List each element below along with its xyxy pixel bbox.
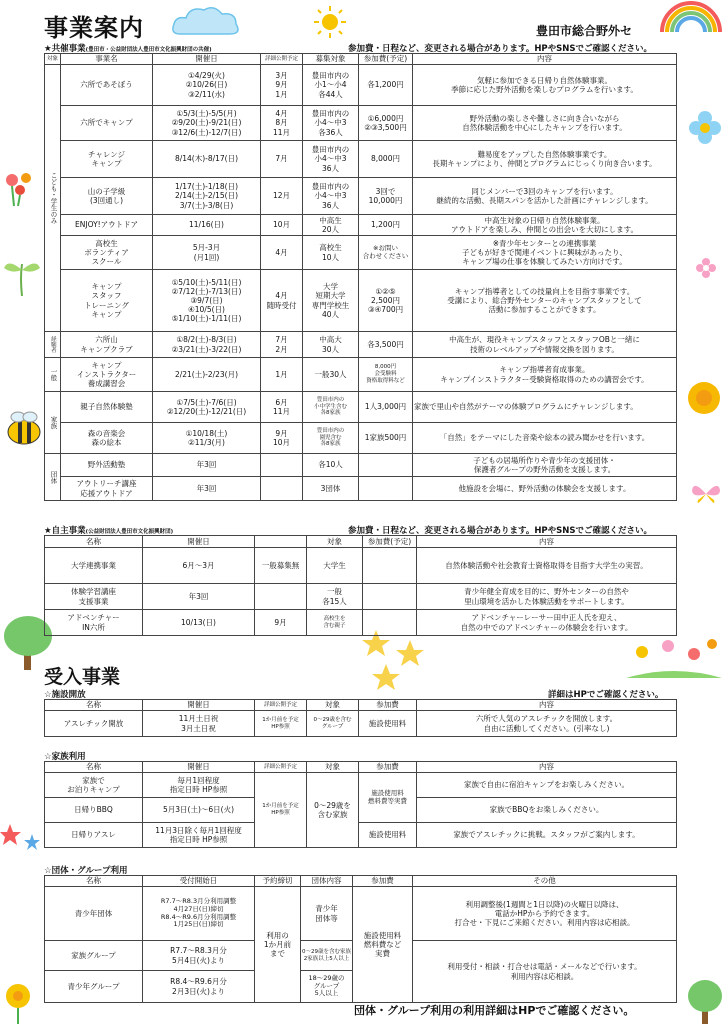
- event-name: 野外活動塾: [61, 454, 153, 477]
- event-name: 六所山 キャンプクラブ: [61, 332, 153, 358]
- column-header: 詳細公開予定: [255, 762, 307, 773]
- event-dates: 10/13(日): [143, 610, 255, 636]
- bottom-notice: 団体・グループ利用の利用詳細はHPでご確認ください。: [354, 1004, 635, 1017]
- column-header: その他: [413, 876, 677, 887]
- event-target: 0～29歳を 含む家族: [307, 773, 359, 848]
- event-name: アスレチック開放: [45, 711, 143, 737]
- stars-illustration: [360, 628, 440, 698]
- event-name: 家族グループ: [45, 941, 143, 971]
- publish-month: 1か月前を予定 HP参照: [255, 773, 307, 848]
- family-use-table: [44, 761, 677, 848]
- event-description: ※青少年センターとの連携事業 子どもが好きで関連イベントに興味があったり、 キャンプ場の仕事を体験してみたい方向けです。: [413, 236, 677, 270]
- event-fee: [359, 454, 413, 477]
- event-fee: [363, 584, 417, 610]
- event-fee: 1家族500円: [359, 423, 413, 454]
- column-header: 参加費: [359, 700, 417, 711]
- column-header: 対象: [307, 700, 359, 711]
- event-target: 一般30人: [303, 358, 359, 392]
- column-header: 開催日: [143, 700, 255, 711]
- event-description: キャンプ指導者としての技量向上を目指す事業です。 受講により、総合野外センターのキャンプスタッフとして 活動に参加することができます。: [413, 270, 677, 332]
- publish-month: 7月 2月: [261, 332, 303, 358]
- event-description: アドベンチャーレーサー田中正人氏を迎え、 自然の中でのアドベンチャーの体験会を行います。: [417, 610, 677, 636]
- rainbow-illustration: [658, 0, 724, 34]
- event-target: 豊田市内の 園児含む 各8家族: [303, 423, 359, 454]
- event-dates: 11月3日除く毎月1回程度 指定日時 HP参照: [143, 823, 255, 848]
- event-name: 親子自然体験塾: [61, 392, 153, 423]
- column-header: 対象: [45, 54, 61, 65]
- own-events-table: [44, 535, 677, 636]
- section-header: ★共催事業(豊田市・公益財団法人豊田市文化振興財団の共催): [44, 44, 212, 54]
- column-header: 参加費(予定): [359, 54, 413, 65]
- column-header: 内容: [413, 54, 677, 65]
- notice-text: 詳細はHPでご確認ください。: [548, 690, 664, 700]
- event-name: 日帰りBBQ: [45, 798, 143, 823]
- table-row: [45, 358, 677, 392]
- event-fee: 各1,200円: [359, 65, 413, 106]
- bee-illustration: [2, 408, 46, 448]
- event-name: キャンプ スタッフ トレーニング キャンプ: [61, 270, 153, 332]
- table-row: [45, 178, 677, 215]
- column-header: 募集対象: [303, 54, 359, 65]
- event-name: アウトリーチ講座 応援アウトドア: [61, 477, 153, 501]
- other-info: 利用調整後(1週間と1日以降)の火曜日以降は、 電話かHPから予約できます。 打合せ・下見にご来館ください。利用内容は応相談。: [413, 887, 677, 941]
- table-row: [45, 332, 677, 358]
- event-name: 森の音楽会 森の絵本: [61, 423, 153, 454]
- column-header: 開催日: [153, 54, 261, 65]
- event-target: 大学生: [307, 548, 363, 584]
- column-header: 団体内容: [301, 876, 353, 887]
- event-description: 家族でBBQをお楽しみください。: [417, 798, 677, 823]
- publish-month: 一般募集無: [255, 548, 307, 584]
- table-row: [45, 548, 677, 584]
- group-label: こども・学生のみ: [45, 65, 61, 332]
- cosponsored-events-table: [44, 53, 677, 501]
- group-label: 家族: [45, 392, 61, 454]
- table-row: [45, 392, 677, 423]
- publish-month: 3月 9月 1月: [261, 65, 303, 106]
- event-fee: 施設使用料: [359, 823, 417, 848]
- column-header: 内容: [417, 700, 677, 711]
- event-fee: 施設使用料 燃料費等実費: [359, 773, 417, 823]
- table-row: [45, 236, 677, 270]
- table-row: [45, 711, 677, 737]
- event-description: 中高生が、現役キャンプスタッフとスタッフOBと一緒に 技術のレベルアップや情報交換を図ります。: [413, 332, 677, 358]
- flowers-garden-illustration: [626, 634, 722, 680]
- event-dates: ①8/2(土)-8/3(日) ②3/21(土)-3/22(日): [153, 332, 261, 358]
- organization-name: 豊田市総合野外セ: [536, 24, 633, 38]
- event-dates: 5月-3月 (月1回): [153, 236, 261, 270]
- small-flower-illustration: [694, 256, 718, 280]
- event-name: アドベンチャー IN六所: [45, 610, 143, 636]
- event-name: ENJOY!アウトドア: [61, 215, 153, 236]
- event-target: 中高大 30人: [303, 332, 359, 358]
- table-row: [45, 454, 677, 477]
- publish-month: 12月: [261, 178, 303, 215]
- group-label: 団体: [45, 454, 61, 501]
- column-header: 参加費(予定): [363, 536, 417, 548]
- sun-illustration: [312, 4, 348, 40]
- event-dates: ①5/3(土)-5/5(月) ②9/20(土)-9/21(日) ③12/6(土)-12/7(日): [153, 106, 261, 141]
- event-fee: 8,000円 会受験料 資格取得料など: [359, 358, 413, 392]
- column-header: 予約締切: [255, 876, 301, 887]
- event-dates: 年3回: [153, 477, 261, 501]
- group-content: 青少年 団体等: [301, 887, 353, 941]
- column-header: 対象: [307, 536, 363, 548]
- event-target: 豊田市内の 小中学生含む 各8家族: [303, 392, 359, 423]
- publish-month: 4月 8月 11月: [261, 106, 303, 141]
- column-header: 名称: [45, 876, 143, 887]
- event-description: 他施設を会場に、野外活動の体験会を支援します。: [413, 477, 677, 501]
- publish-month: 1月: [261, 358, 303, 392]
- publish-month: 4月: [261, 236, 303, 270]
- column-header: 参加費: [359, 762, 417, 773]
- event-name: 家族で お泊りキャンプ: [45, 773, 143, 798]
- event-fee: 施設使用料 燃料費など 実費: [353, 887, 413, 1003]
- event-description: 家族で里山や自然がテーマの体験プログラムにチャレンジします。: [413, 392, 677, 423]
- table-row: [45, 584, 677, 610]
- event-dates: 11月土日祝 3月土日祝: [143, 711, 255, 737]
- event-name: 高校生 ボランティア スクール: [61, 236, 153, 270]
- event-dates: R7.7～R8.3月分利用調整 4月27日(日)締切 R8.4～R9.6月分利用調整 1月25日(日)締切: [143, 887, 255, 941]
- table-row: [45, 270, 677, 332]
- event-target: 豊田市内の 小1～小4 各44人: [303, 65, 359, 106]
- yellow-flower-illustration: [0, 980, 40, 1024]
- event-dates: 1/17(土)-1/18(日) 2/14(土)-2/15(日) 3/7(土)-3/8(日): [153, 178, 261, 215]
- event-name: チャレンジ キャンプ: [61, 141, 153, 178]
- event-description: 青少年健全育成を目的に、野外センターの自然や 里山環境を活かした体験活動をサポートします。: [417, 584, 677, 610]
- plant-illustration: [0, 248, 44, 298]
- table-row: [45, 773, 677, 798]
- cloud-illustration: [170, 4, 242, 38]
- table-row: [45, 141, 677, 178]
- flower-illustration: [0, 168, 40, 208]
- column-header: 詳細公開予定: [261, 54, 303, 65]
- event-name: 日帰りアスレ: [45, 823, 143, 848]
- publish-month: 7月: [261, 141, 303, 178]
- sunflower-illustration: [684, 378, 724, 426]
- event-dates: 8/14(木)-8/17(日): [153, 141, 261, 178]
- table-row: [45, 823, 677, 848]
- section-header: ★自主事業(公益財団法人豊田市文化振興財団): [44, 526, 174, 536]
- event-fee: 各3,500円: [359, 332, 413, 358]
- event-fee: 8,000円: [359, 141, 413, 178]
- event-dates: 5月3日(土)～6日(火): [143, 798, 255, 823]
- event-name: キャンプ インストラクター 養成講習会: [61, 358, 153, 392]
- event-dates: 年3回: [143, 584, 255, 610]
- group-use-table: [44, 875, 677, 1003]
- event-target: 3団体: [303, 477, 359, 501]
- subsection-header: ☆団体・グループ利用: [44, 866, 128, 876]
- event-target: 高校生 10人: [303, 236, 359, 270]
- notice-text: 参加費・日程など、変更される場合があります。HPやSNSでご確認ください。: [348, 44, 653, 54]
- other-info: 利用受付・相談・打合せは電話・メールなどで行います。 利用内容は応相談。: [413, 941, 677, 1003]
- event-fee: [359, 477, 413, 501]
- event-target: 豊田市内の 小4～中3 各36人: [303, 106, 359, 141]
- column-header: 詳細公開予定: [255, 700, 307, 711]
- event-target: 中高生 20人: [303, 215, 359, 236]
- publish-month: 9月: [255, 610, 307, 636]
- event-description: 中高生対象の日帰り自然体験事業。 アウトドアを楽しみ、仲間との出会いを大切にします。: [413, 215, 677, 236]
- event-dates: 11/16(日): [153, 215, 261, 236]
- event-dates: ①10/18(土) ②11/3(月): [153, 423, 261, 454]
- event-fee: 3回で 10,000円: [359, 178, 413, 215]
- column-header: [255, 536, 307, 548]
- event-name: 青少年団体: [45, 887, 143, 941]
- column-header: 内容: [417, 762, 677, 773]
- subsection-header: ☆家族利用: [44, 752, 86, 762]
- table-row: [45, 610, 677, 636]
- publish-month: [261, 454, 303, 477]
- event-description: 家族で自由に宿泊キャンプをお楽しみください。: [417, 773, 677, 798]
- event-fee: ※お問い 合わせください: [359, 236, 413, 270]
- group-label: 経験者: [45, 332, 61, 358]
- event-description: 難易度をアップした自然体験事業です。 長期キャンプにより、仲間とプログラムにじっくり向き合います。: [413, 141, 677, 178]
- event-name: 六所であそぼう: [61, 65, 153, 106]
- notice-text: 参加費・日程など、変更される場合があります。HPやSNSでご確認ください。: [348, 526, 653, 536]
- table-row: [45, 477, 677, 501]
- publish-month: 1か月前を予定 HP参照: [255, 711, 307, 737]
- column-header: 名称: [45, 762, 143, 773]
- publish-month: 6月 11月: [261, 392, 303, 423]
- event-fee: ①②⑤ 2,500円 ③④700円: [359, 270, 413, 332]
- event-dates: 年3回: [153, 454, 261, 477]
- event-dates: ①4/29(火) ②10/26(日) ③2/11(水): [153, 65, 261, 106]
- publish-month: 4月 随時受付: [261, 270, 303, 332]
- subsection-header: ☆施設開放: [44, 690, 86, 700]
- column-header: 対象: [307, 762, 359, 773]
- group-label: 一般: [45, 358, 61, 392]
- event-target: 豊田市内の 小4～中3 36人: [303, 178, 359, 215]
- column-header: 開催日: [143, 536, 255, 548]
- booking-deadline: 利用の 1か月前 まで: [255, 887, 301, 1003]
- event-dates: ①7/5(土)-7/6(日) ②12/20(土)-12/21(日): [153, 392, 261, 423]
- event-name: 大学連携事業: [45, 548, 143, 584]
- facility-open-table: [44, 699, 677, 737]
- event-name: 体験学習講座 支援事業: [45, 584, 143, 610]
- table-row: [45, 215, 677, 236]
- event-description: 自然体験活動や社会教育士資格取得を目指す大学生の実習。: [417, 548, 677, 584]
- event-dates: 2/21(土)-2/23(月): [153, 358, 261, 392]
- table-row: [45, 65, 677, 106]
- group-content: 18～29歳の グループ 5人以上: [301, 971, 353, 1003]
- event-fee: 1人3,000円: [359, 392, 413, 423]
- table-row: [45, 887, 677, 941]
- event-description: 野外活動の楽しさや難しさに向き合いながら 自然体験活動を中心にしたキャンプを行います。: [413, 106, 677, 141]
- event-target: 高校生を 含む親子: [307, 610, 363, 636]
- butterfly-illustration: [690, 478, 722, 510]
- flower-illustration-right: [686, 108, 724, 152]
- column-header: 受付開始日: [143, 876, 255, 887]
- page-title: 事業案内: [44, 14, 144, 42]
- event-target: 0～29歳を含む グループ: [307, 711, 359, 737]
- event-description: 六所で人気のアスレチックを開放します。 自由に活動してください。(引率なし): [417, 711, 677, 737]
- section-title: 受入事業: [44, 666, 121, 688]
- event-description: 子どもの居場所作りや青少年の支援団体・ 保護者グループの野外活動を支援します。: [413, 454, 677, 477]
- event-name: 六所でキャンプ: [61, 106, 153, 141]
- column-header: 参加費: [353, 876, 413, 887]
- event-name: 青少年グループ: [45, 971, 143, 1003]
- confetti-illustration: [0, 820, 46, 860]
- event-dates: 6月～3月: [143, 548, 255, 584]
- column-header: 名称: [45, 536, 143, 548]
- event-fee: 1,200円: [359, 215, 413, 236]
- event-dates: R7.7～R8.3月分 5月4日(火)より: [143, 941, 255, 971]
- column-header: 事業名: [61, 54, 153, 65]
- column-header: 内容: [417, 536, 677, 548]
- event-description: 「自然」をテーマにした音楽や絵本の読み聞かせを行います。: [413, 423, 677, 454]
- tree-illustration-bottom: [686, 976, 724, 1024]
- event-description: 同じメンバーで3回のキャンプを行います。 継続的な活動、長期スパンを活かした計画にチャレンジします。: [413, 178, 677, 215]
- event-description: 気軽に参加できる日帰り自然体験事業。 季節に応じた野外活動を楽しむプログラムを行います。: [413, 65, 677, 106]
- group-content: 0～29歳を含む家族 2家族以上5人以上: [301, 941, 353, 971]
- event-dates: 毎月1回程度 指定日時 HP参照: [143, 773, 255, 798]
- event-description: 家族でアスレチックに挑戦。スタッフがご案内します。: [417, 823, 677, 848]
- event-target: 一般 各15人: [307, 584, 363, 610]
- publish-month: 10月: [261, 215, 303, 236]
- column-header: 名称: [45, 700, 143, 711]
- publish-month: [261, 477, 303, 501]
- event-fee: 施設使用料: [359, 711, 417, 737]
- event-fee: [363, 548, 417, 584]
- event-target: 各10人: [303, 454, 359, 477]
- event-dates: ①5/10(土)-5/11(日) ②7/12(土)-7/13(日) ③9/7(日) ④10/5(日) ⑤1/10(土)-1/11(日): [153, 270, 261, 332]
- event-target: 大学 短期大学 専門学校生 40人: [303, 270, 359, 332]
- event-description: キャンプ指導者育成事業。 キャンプインストラクター受験資格取得のための講習会です。: [413, 358, 677, 392]
- event-target: 豊田市内の 小4～中3 36人: [303, 141, 359, 178]
- publish-month: 9月 10月: [261, 423, 303, 454]
- table-row: [45, 106, 677, 141]
- event-fee: [363, 610, 417, 636]
- event-name: 山の子学級 (3回通し): [61, 178, 153, 215]
- column-header: 開催日: [143, 762, 255, 773]
- event-fee: ①6,000円 ②③3,500円: [359, 106, 413, 141]
- event-dates: R8.4～R9.6月分 2月3日(火)より: [143, 971, 255, 1003]
- publish-month: [255, 584, 307, 610]
- table-row: [45, 423, 677, 454]
